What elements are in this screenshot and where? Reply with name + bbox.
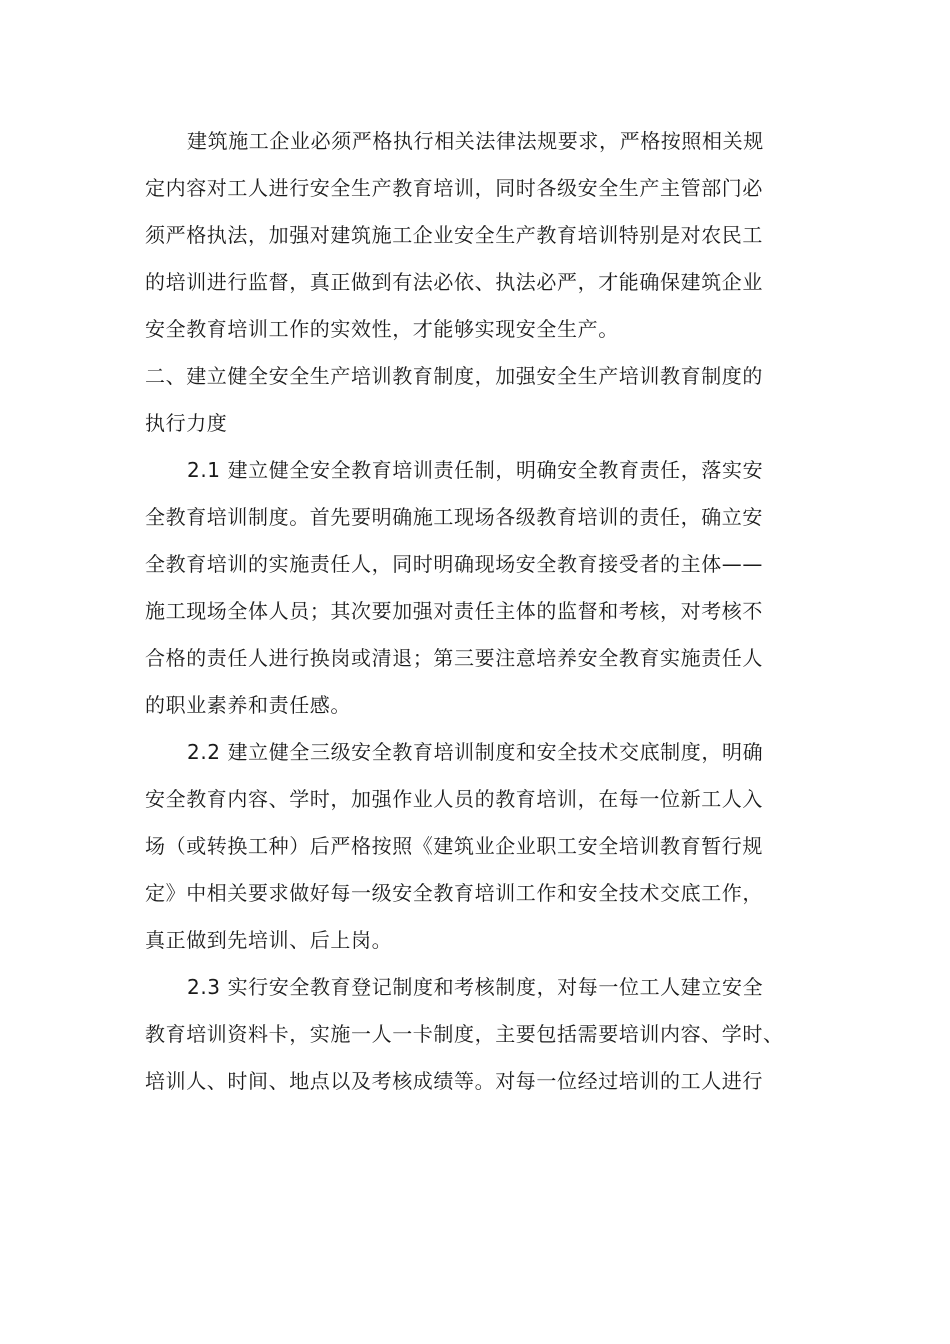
text-line: 教育培训资料卡，实施一人一卡制度，主要包括需要培训内容、学时、 [145,1022,784,1046]
text-line: 全教育培训制度。首先要明确施工现场各级教育培训的责任，确立安 [145,505,763,529]
text-line: 定》中相关要求做好每一级安全教育培训工作和安全技术交底工作， [145,881,763,905]
paragraph-2-3 [145,964,810,1105]
text-line: 真正做到先培训、后上岗。 [145,928,393,952]
paragraph-intro [145,118,810,353]
text-line: 全教育培训的实施责任人，同时明确现场安全教育接受者的主体—— [145,552,763,576]
text-line: 培训人、时间、地点以及考核成绩等。对每一位经过培训的工人进行 [145,1069,763,1093]
text-line: 2.2 建立健全三级安全教育培训制度和安全技术交底制度，明确 [187,740,764,764]
text-line: 安全教育内容、学时，加强作业人员的教育培训，在每一位新工人入 [145,787,763,811]
text-line: 合格的责任人进行换岗或清退；第三要注意培养安全教育实施责任人 [145,646,763,670]
text-line: 建筑施工企业必须严格执行相关法律法规要求，严格按照相关规 [187,129,764,153]
text-line: 二、建立健全安全生产培训教育制度，加强安全生产培训教育制度的 [145,364,763,388]
text-line: 的职业素养和责任感。 [145,693,351,717]
text-line: 2.3 实行安全教育登记制度和考核制度，对每一位工人建立安全 [187,975,764,999]
paragraph-2-1 [145,447,810,729]
section-heading [145,353,810,447]
paragraph-2-2 [145,729,810,964]
text-line: 执行力度 [145,411,228,435]
text-line: 定内容对工人进行安全生产教育培训，同时各级安全生产主管部门必 [145,176,763,200]
text-line: 的培训进行监督，真正做到有法必依、执法必严，才能确保建筑企业 [145,270,763,294]
text-line: 场（或转换工种）后严格按照《建筑业企业职工安全培训教育暂行规 [145,834,763,858]
text-line: 施工现场全体人员；其次要加强对责任主体的监督和考核，对考核不 [145,599,763,623]
document-body [145,118,810,1105]
text-line: 须严格执法，加强对建筑施工企业安全生产教育培训特别是对农民工 [145,223,763,247]
text-line: 2.1 建立健全安全教育培训责任制，明确安全教育责任，落实安 [187,458,764,482]
text-line: 安全教育培训工作的实效性，才能够实现安全生产。 [145,317,619,341]
